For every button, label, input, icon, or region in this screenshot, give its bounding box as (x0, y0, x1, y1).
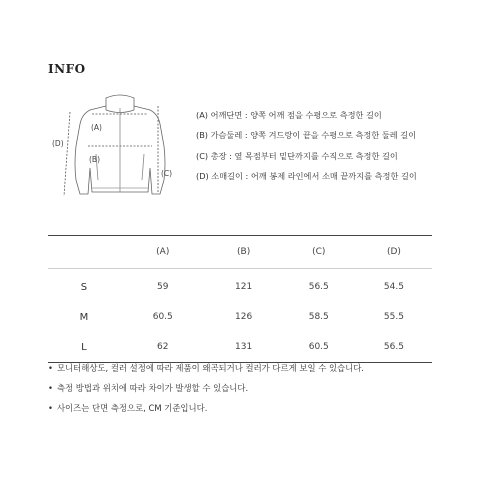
description-a: (A) 어깨단면 : 양쪽 어깨 점을 수평으로 측정한 길이 (196, 110, 382, 120)
table-cell: 56.5 (383, 342, 404, 352)
diagram-label-c: (C) (161, 169, 173, 178)
table-header-a: (A) (156, 247, 170, 257)
size-table (48, 235, 432, 363)
bullet-icon: • (48, 403, 53, 413)
table-row (48, 302, 432, 332)
info-title: INFO (48, 62, 86, 76)
table-header-c: (C) (312, 247, 326, 257)
table-header-empty (48, 236, 120, 269)
table-header-row (48, 236, 432, 269)
table-header-b: (B) (237, 247, 251, 257)
measure-line-d (64, 112, 70, 196)
jacket-measurement-diagram (40, 84, 200, 219)
table-cell: 131 (235, 342, 253, 352)
table-cell: 59 (157, 282, 169, 292)
description-d: (D) 소매길이 : 어깨 봉제 라인에서 소매 끝까지를 측정한 길이 (196, 170, 417, 181)
bullet-icon: • (48, 383, 53, 393)
size-label: L (81, 341, 87, 353)
table-row (48, 269, 432, 303)
measurement-descriptions (196, 110, 476, 191)
note-text: 모니터해상도, 컬러 설정에 따라 제품이 왜곡되거나 컬러가 다르게 보일 수 있습니다. (56, 363, 364, 373)
table-cell: 62 (157, 342, 169, 352)
table-header-d: (D) (386, 247, 401, 257)
table-cell: 55.5 (383, 312, 404, 322)
table-cell: 60.5 (308, 342, 329, 352)
table-cell: 126 (235, 312, 253, 322)
diagram-label-d: (D) (52, 139, 64, 148)
table-cell: 54.5 (383, 282, 404, 292)
bullet-icon: • (48, 363, 53, 373)
note-item (48, 402, 468, 414)
note-text: 사이즈는 단면 측정으로, CM 기준입니다. (56, 403, 208, 413)
description-c: (C) 총장 : 옆 목점부터 밑단까지를 수직으로 측정한 길이 (196, 150, 398, 161)
table-cell: 121 (235, 282, 253, 292)
diagram-label-a: (A) (91, 123, 102, 132)
table-cell: 60.5 (152, 312, 173, 322)
note-item (48, 382, 468, 394)
table-row (48, 332, 432, 363)
notes-list (48, 362, 468, 422)
note-item (48, 362, 468, 374)
diagram-label-b: (B) (89, 155, 100, 164)
table-cell: 58.5 (308, 312, 329, 322)
size-label: S (80, 281, 88, 293)
table-cell: 56.5 (308, 282, 329, 292)
size-label: M (79, 311, 89, 323)
note-text: 측정 방법과 위치에 따라 차이가 발생할 수 있습니다. (56, 383, 249, 393)
jacket-pocket-right (142, 154, 144, 180)
description-b: (B) 가슴둘레 : 양쪽 겨드랑이 끝을 수평으로 측정한 둘레 길이 (196, 130, 417, 141)
